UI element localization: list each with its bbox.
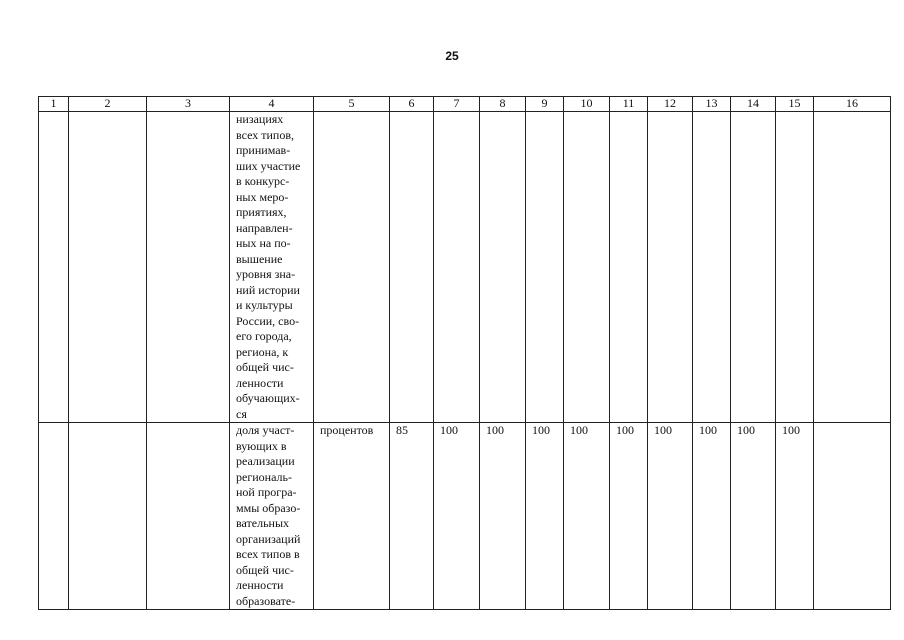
value-cell: 100 [434,423,480,610]
table-row [39,112,891,423]
value-cell [526,112,564,423]
value-cell [390,112,434,423]
value-cell [610,112,648,423]
unit-cell: процентов [314,423,390,610]
column-header: 10 [564,97,610,112]
column-header: 14 [731,97,776,112]
indicator-cell: низациях всех типов, принимав- ших участие в конкурс- ных меро- приятиях, направлен- ных на по- вышение уровня зна- ний истории и культуры России, сво- его города, региона, к общей чис- ленности обучающих- ся [230,112,314,423]
table-cell [39,112,69,423]
value-cell: 100 [610,423,648,610]
value-cell [648,112,693,423]
value-cell: 100 [776,423,814,610]
table-cell [147,423,230,610]
table-cell [69,112,147,423]
value-cell: 100 [526,423,564,610]
table-cell [814,112,891,423]
column-header: 11 [610,97,648,112]
value-cell [731,112,776,423]
value-cell: 100 [731,423,776,610]
value-cell: 85 [390,423,434,610]
unit-cell [314,112,390,423]
table-cell [814,423,891,610]
value-cell [434,112,480,423]
column-header: 7 [434,97,480,112]
value-cell: 100 [480,423,526,610]
column-header: 4 [230,97,314,112]
column-header: 9 [526,97,564,112]
column-header: 15 [776,97,814,112]
value-cell [480,112,526,423]
column-header: 13 [693,97,731,112]
page-number: 25 [445,49,459,63]
column-header: 2 [69,97,147,112]
column-header: 3 [147,97,230,112]
column-header: 16 [814,97,891,112]
value-cell: 100 [648,423,693,610]
table-row [39,423,891,610]
value-cell [564,112,610,423]
column-header: 5 [314,97,390,112]
value-cell: 100 [693,423,731,610]
indicator-cell: доля участ- вующих в реализации региональ- ной програ- ммы образо- вательных организаций всех типов в общей чис- ленности образовате- [230,423,314,610]
column-header: 6 [390,97,434,112]
column-header: 12 [648,97,693,112]
value-cell [776,112,814,423]
column-header: 8 [480,97,526,112]
table-cell [69,423,147,610]
value-cell [693,112,731,423]
table-cell [39,423,69,610]
table-cell [147,112,230,423]
value-cell: 100 [564,423,610,610]
column-number-row [39,97,891,112]
column-header: 1 [39,97,69,112]
indicators-table [38,96,891,610]
